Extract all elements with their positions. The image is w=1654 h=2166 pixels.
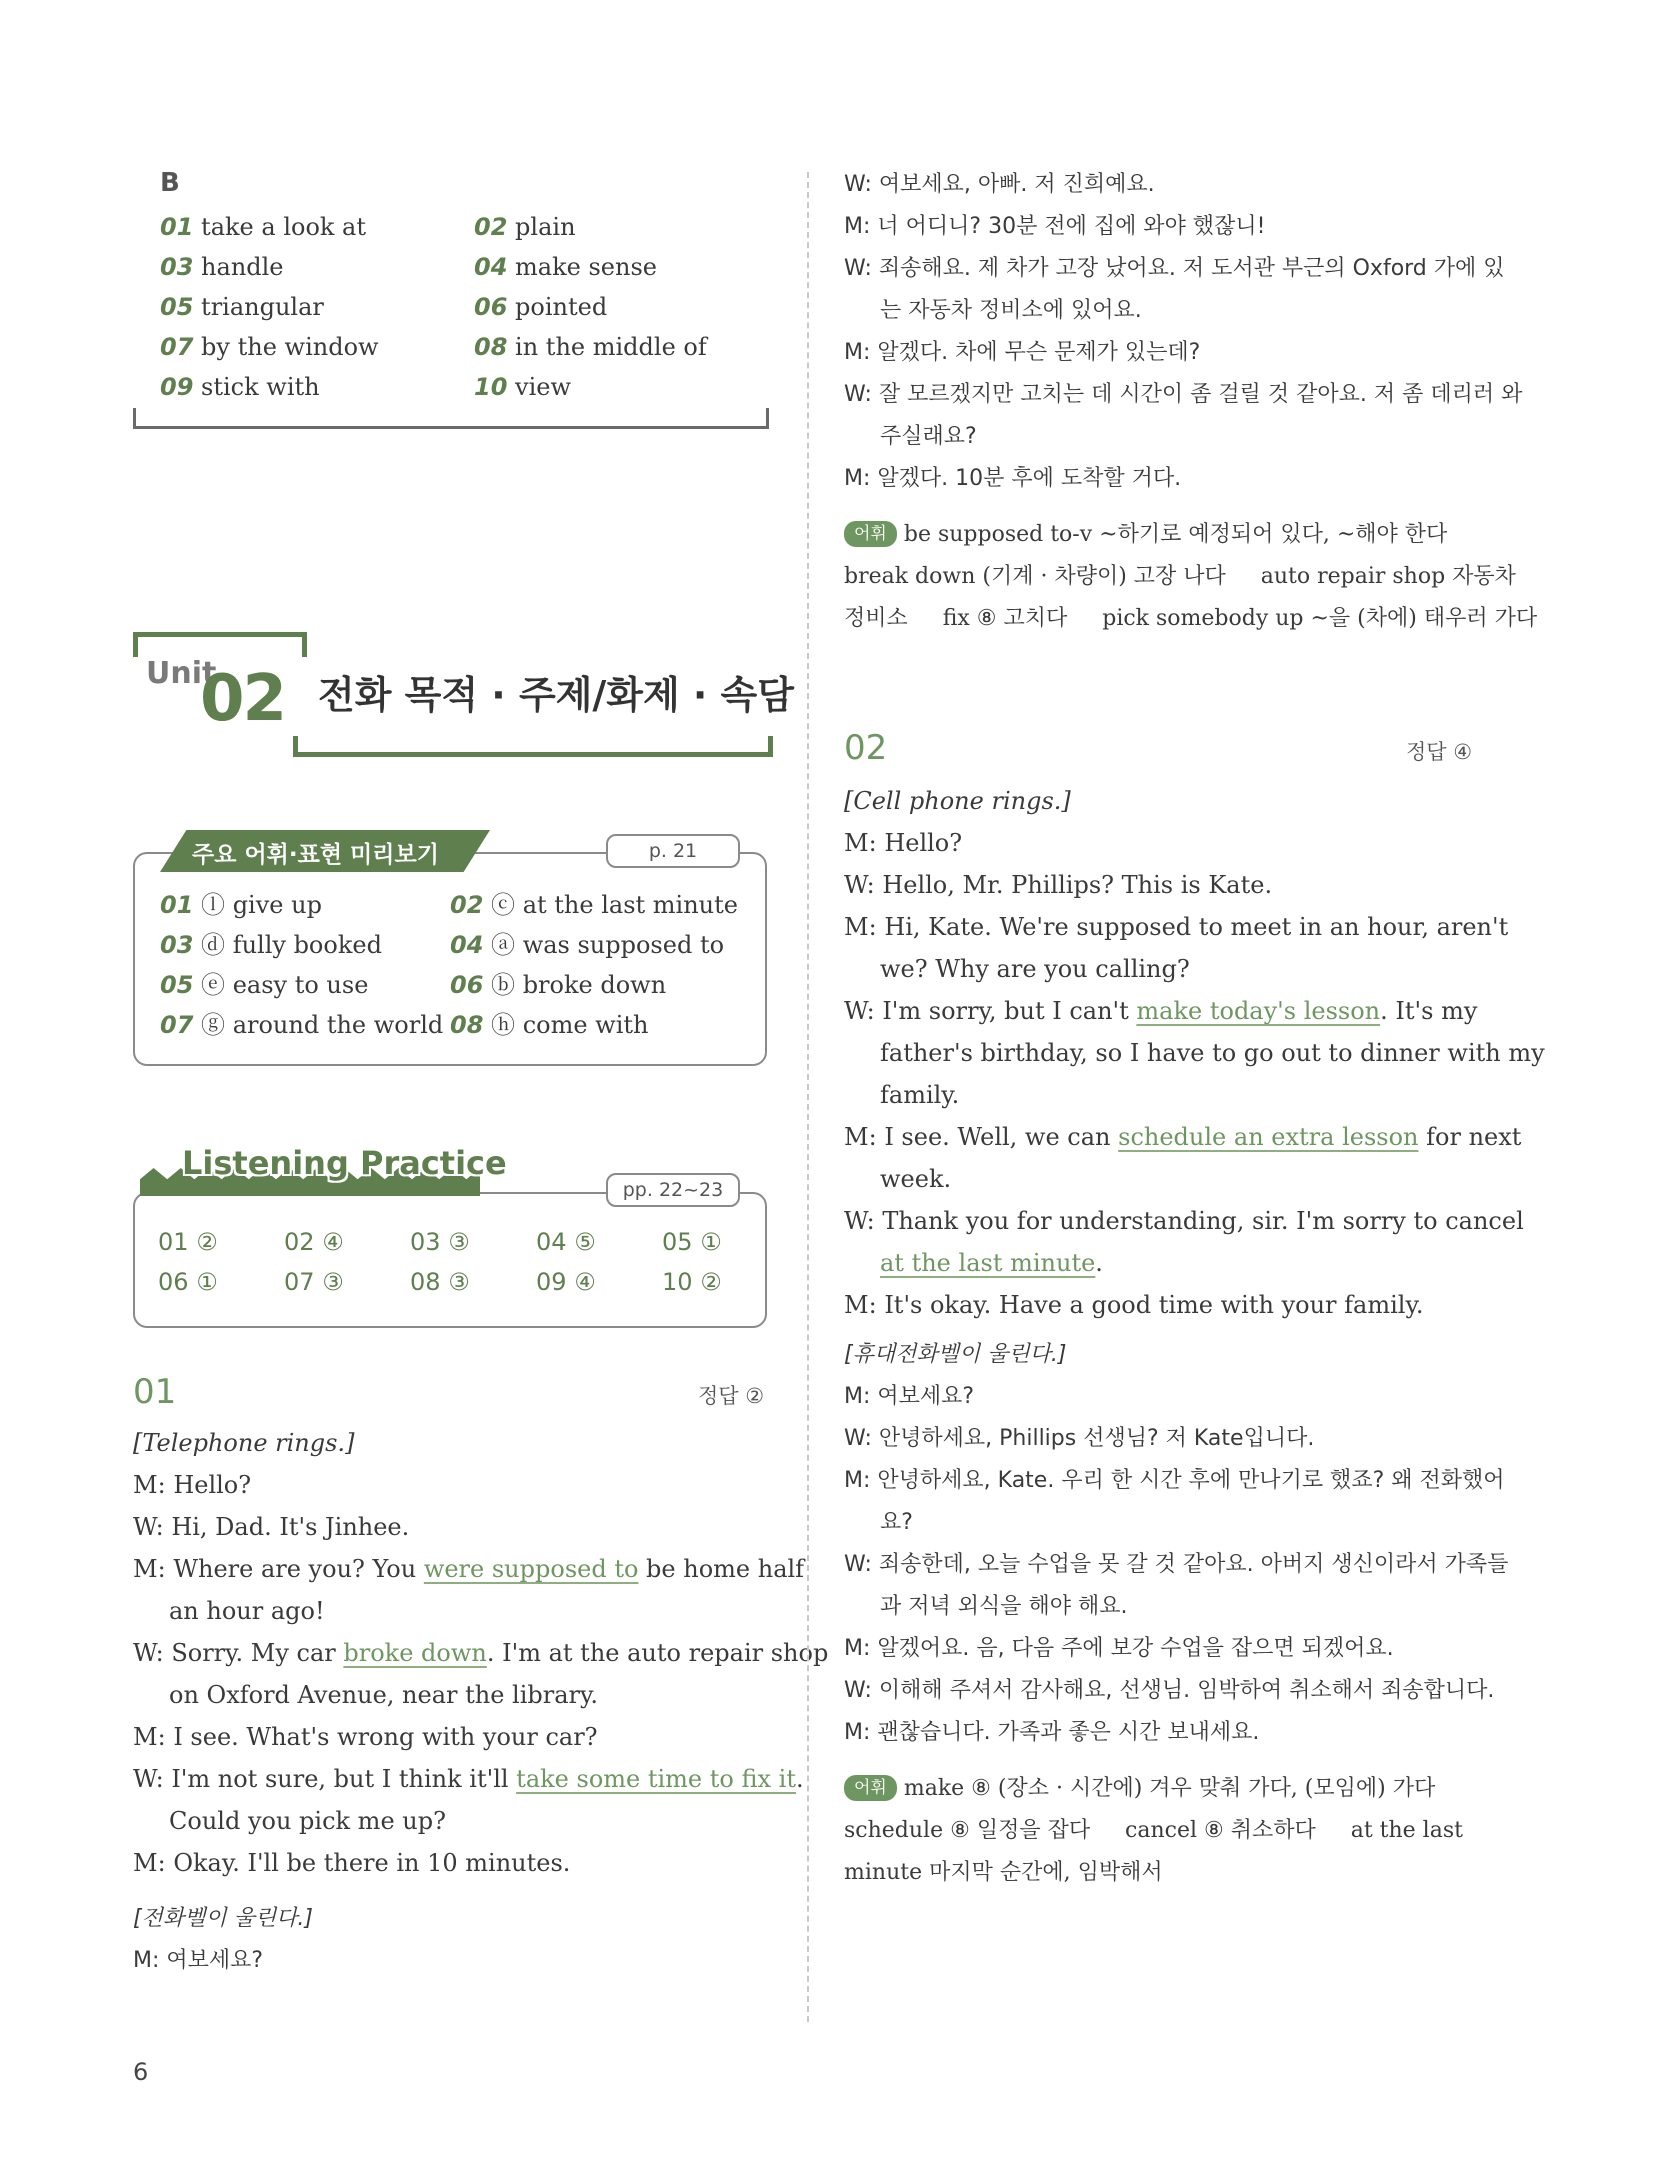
dialog-line-ko: W: 죄송해요. 제 차가 고장 났어요. 저 도서관 부근의 Oxford 가에 있	[844, 256, 1505, 281]
list-item: 04 ⓐ was supposed to	[450, 931, 725, 959]
vocab-line: 어휘 be supposed to-v ~하기로 예정되어 있다, ~해야 한다	[844, 520, 1484, 562]
dialog-line-ko: M: 알겠다. 차에 무슨 문제가 있는데?	[844, 340, 1201, 365]
question-01-number: 01	[133, 1372, 177, 1412]
list-item: 10 ②	[662, 1268, 722, 1296]
unit-title: 전화 목적 · 주제/화제 · 속담	[318, 673, 794, 717]
list-item: 03 handle	[160, 253, 284, 281]
list-item: 01 take a look at	[160, 213, 367, 241]
dialog-line: M: I see. What's wrong with your car?	[133, 1723, 598, 1751]
dialog-line: at the last minute.	[880, 1249, 1103, 1277]
dialog-line-ko: M: 괜찮습니다. 가족과 좋은 시간 보내세요.	[844, 1720, 1260, 1745]
unit-word: Unit	[146, 656, 217, 691]
list-item: 04 ⑤	[536, 1228, 596, 1256]
list-item: 04 make sense	[474, 253, 657, 281]
dialog-line-ko: 과 저녁 외식을 해야 해요.	[880, 1594, 1128, 1619]
unit-bracket-top	[133, 632, 307, 657]
list-item: 07 ③	[284, 1268, 344, 1296]
dialog-line: M: Hi, Kate. We're supposed to meet in an hour, aren't	[844, 913, 1509, 941]
dialog-line-ko: 주실래요?	[880, 424, 977, 449]
preview-list	[160, 890, 760, 1040]
list-item: 09 ④	[536, 1268, 596, 1296]
vocab-line: schedule ⑧ 일정을 잡다 cancel ⑧ 취소하다 at the last	[844, 1818, 1463, 1843]
dialog-line: W: Sorry. My car broke down. I'm at the auto repair shop	[133, 1639, 829, 1667]
column-divider	[807, 172, 809, 2022]
vocab-line: 정비소 fix ⑧ 고치다 pick somebody up ~을 (차에) 태우러 가다	[844, 606, 1538, 631]
dialog-line: Could you pick me up?	[169, 1807, 446, 1835]
question-01-translation	[844, 170, 1538, 646]
section-b-list	[160, 212, 760, 402]
question-01-answer: 정답 ②	[698, 1384, 765, 1408]
dialog-line: M: Okay. I'll be there in 10 minutes.	[133, 1849, 571, 1877]
page-number: 6	[133, 2058, 149, 2086]
list-item: 05 triangular	[160, 293, 324, 321]
question-02-translation	[844, 1340, 1509, 1900]
dialog-line: W: I'm not sure, but I think it'll take some time to fix it.	[133, 1765, 804, 1793]
dialog-line: father's birthday, so I have to go out to dinner with my	[880, 1039, 1545, 1067]
dialog-line-ko: W: 죄송한데, 오늘 수업을 못 갈 것 같아요. 아버지 생신이라서 가족들	[844, 1552, 1509, 1577]
dialog-line: week.	[880, 1165, 952, 1193]
question-01-script	[133, 1428, 829, 1988]
dialog-line: W: Hi, Dad. It's Jinhee.	[133, 1513, 410, 1541]
dialog-line-ko: 요?	[880, 1510, 913, 1535]
list-item: 07 by the window	[160, 333, 379, 361]
vocab-line: 어휘 make ⑧ (장소 · 시간에) 겨우 맞춰 가다, (모임에) 가다	[844, 1774, 1484, 1816]
list-item: 05 ⓔ easy to use	[160, 971, 369, 999]
preview-page-ref: p. 21	[606, 834, 740, 868]
question-02-script	[844, 786, 1545, 1346]
dialog-line-ko: M: 여보세요?	[133, 1948, 264, 1973]
vocab-line: break down (기계 · 차량이) 고장 나다 auto repair shop 자동차	[844, 564, 1516, 589]
dialog-line-ko: W: 여보세요, 아빠. 저 진희예요.	[844, 172, 1155, 197]
dialog-line: family.	[880, 1081, 960, 1109]
dialog-line: W: Thank you for understanding, sir. I'm sorry to cancel	[844, 1207, 1524, 1235]
vocab-line: minute 마지막 순간에, 임박해서	[844, 1860, 1163, 1885]
vocab-tag: 어휘	[844, 521, 897, 547]
list-item: 06 ⓑ broke down	[450, 971, 667, 999]
practice-answers	[158, 1228, 758, 1296]
stage-direction: [Telephone rings.]	[133, 1429, 355, 1457]
dialog-line: W: I'm sorry, but I can't make today's lesson. It's my	[844, 997, 1478, 1025]
list-item: 06 pointed	[474, 293, 608, 321]
dialog-line: on Oxford Avenue, near the library.	[169, 1681, 599, 1709]
dialog-line: an hour ago!	[169, 1597, 325, 1625]
preview-title: 주요 어휘·표현 미리보기	[192, 842, 439, 868]
unit-number: 02	[200, 662, 286, 736]
dialog-line: M: Hello?	[844, 829, 963, 857]
list-item: 01 ⓛ give up	[160, 891, 322, 919]
list-item: 09 stick with	[160, 373, 320, 401]
list-item: 08 ③	[410, 1268, 470, 1296]
dialog-line: we? Why are you calling?	[880, 955, 1190, 983]
dialog-line-ko: W: 이해해 주셔서 감사해요, 선생님. 임박하여 취소해서 죄송합니다.	[844, 1678, 1495, 1703]
vocab-tag: 어휘	[844, 1775, 897, 1801]
stage-direction-ko: [전화벨이 울린다.]	[133, 1906, 313, 1931]
dialog-line-ko: M: 여보세요?	[844, 1384, 975, 1409]
list-item: 03 ③	[410, 1228, 470, 1256]
dialog-line-ko: M: 알겠어요. 음, 다음 주에 보강 수업을 잡으면 되겠어요.	[844, 1636, 1394, 1661]
list-item: 02 plain	[474, 213, 576, 241]
list-item: 10 view	[474, 373, 572, 401]
list-item: 08 in the middle of	[474, 333, 707, 361]
practice-title: Listening Practice	[182, 1144, 507, 1182]
question-02-answer: 정답 ④	[1406, 740, 1473, 764]
practice-page-ref: pp. 22~23	[606, 1173, 740, 1207]
dialog-line: M: It's okay. Have a good time with your family.	[844, 1291, 1424, 1319]
list-item: 08 ⓗ come with	[450, 1011, 649, 1039]
list-item: 07 ⓖ around the world	[160, 1011, 444, 1039]
dialog-line-ko: M: 알겠다. 10분 후에 도착할 거다.	[844, 466, 1182, 491]
dialog-line-ko: M: 너 어디니? 30분 전에 집에 와야 했잖니!	[844, 214, 1266, 239]
stage-direction: [Cell phone rings.]	[844, 787, 1071, 815]
list-item: 03 ⓓ fully booked	[160, 931, 382, 959]
dialog-line-ko: W: 안녕하세요, Phillips 선생님? 저 Kate입니다.	[844, 1426, 1315, 1451]
section-b-label: B	[160, 168, 180, 198]
unit-bracket-bottom	[293, 736, 773, 757]
stage-direction-ko: [휴대전화벨이 울린다.]	[844, 1342, 1067, 1367]
dialog-line-ko: 는 자동차 정비소에 있어요.	[880, 298, 1142, 323]
list-item: 01 ②	[158, 1228, 218, 1256]
dialog-line: M: I see. Well, we can schedule an extra lesson for next	[844, 1123, 1522, 1151]
dialog-line-ko: M: 안녕하세요, Kate. 우리 한 시간 후에 만나기로 했죠? 왜 전화했어	[844, 1468, 1505, 1493]
dialog-line: M: Where are you? You were supposed to be home half	[133, 1555, 805, 1583]
section-b-bracket	[133, 408, 769, 429]
list-item: 02 ⓒ at the last minute	[450, 891, 738, 919]
dialog-line: W: Hello, Mr. Phillips? This is Kate.	[844, 871, 1273, 899]
list-item: 06 ①	[158, 1268, 218, 1296]
list-item: 02 ④	[284, 1228, 344, 1256]
question-02-number: 02	[844, 728, 888, 768]
dialog-line: M: Hello?	[133, 1471, 252, 1499]
list-item: 05 ①	[662, 1228, 722, 1256]
dialog-line-ko: W: 잘 모르겠지만 고치는 데 시간이 좀 걸릴 것 같아요. 저 좀 데리러 와	[844, 382, 1523, 407]
